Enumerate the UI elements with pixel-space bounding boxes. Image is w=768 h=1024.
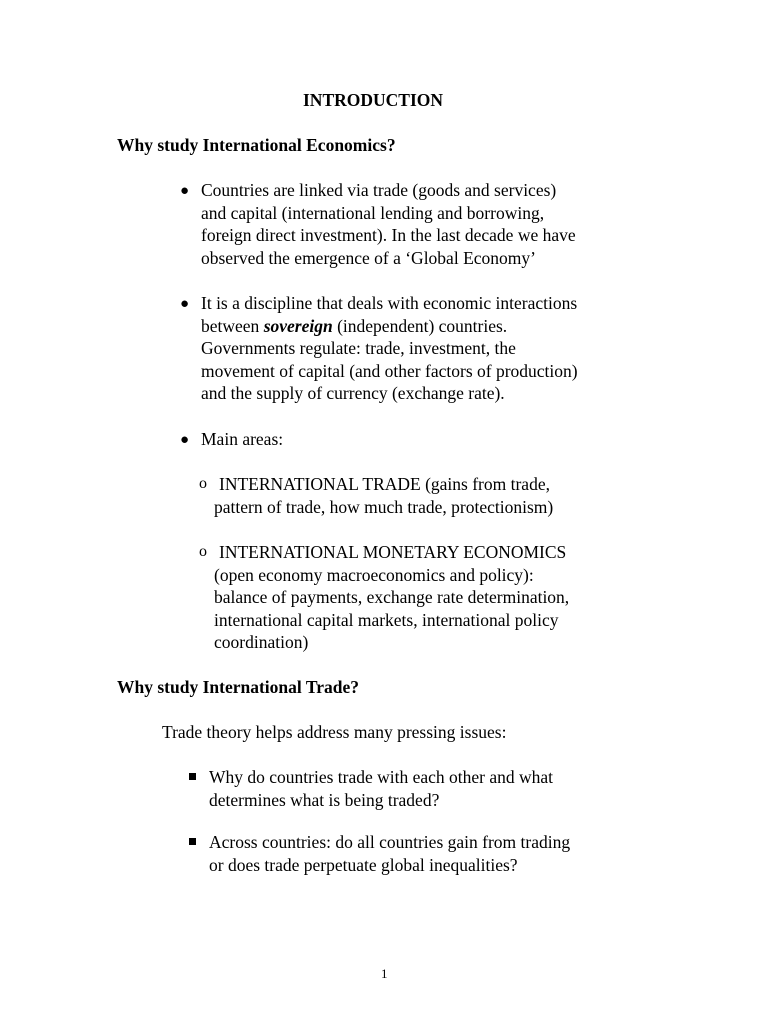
question-line: determines what is being traded?: [209, 789, 440, 810]
square-bullet-icon: [189, 838, 196, 845]
subarea-line: (open economy macroeconomics and policy):: [214, 564, 534, 585]
subarea-international-monetary: [214, 541, 570, 654]
bullet-item-linked-trade: [201, 179, 576, 269]
intro-paragraph: Trade theory helps address many pressing issues:: [162, 722, 507, 742]
bullet-line-with-emphasis: [201, 315, 578, 338]
question-across-countries: [209, 831, 570, 876]
page-number: 1: [381, 966, 388, 981]
text-segment: (independent) countries.: [332, 315, 508, 336]
bullet-line: and capital (international lending and borrowing,: [201, 202, 545, 223]
bullet-item-main-areas: [201, 428, 283, 451]
subarea-line: international capital markets, international policy: [214, 609, 559, 630]
section-heading-international-economics: Why study International Economics?: [117, 135, 396, 155]
subarea-line: INTERNATIONAL MONETARY ECONOMICS: [219, 542, 567, 562]
bullet-dot-icon: ●: [180, 432, 190, 448]
sub-bullet-marker-icon: o: [199, 475, 207, 492]
question-line: Across countries: do all countries gain from trading: [209, 832, 571, 852]
question-why-trade: [209, 766, 553, 811]
question-line: Why do countries trade with each other and what: [209, 767, 554, 787]
page-title: INTRODUCTION: [303, 90, 444, 110]
section-heading-international-trade: Why study International Trade?: [117, 677, 359, 697]
bullet-item-discipline: [201, 292, 578, 405]
bullet-line: It is a discipline that deals with economic interactions: [201, 293, 578, 313]
bullet-line: observed the emergence of a ‘Global Economy’: [201, 247, 536, 268]
bullet-line: foreign direct investment). In the last decade we have: [201, 225, 576, 246]
bullet-line: movement of capital (and other factors of production): [201, 360, 578, 381]
bullet-line: Governments regulate: trade, investment, the: [201, 338, 516, 359]
subarea-line: coordination): [214, 632, 309, 653]
sub-bullet-marker-icon: o: [199, 543, 207, 560]
emphasis-sovereign: sovereign: [263, 315, 333, 336]
subarea-line: INTERNATIONAL TRADE (gains from trade,: [219, 474, 550, 494]
question-line: or does trade perpetuate global inequalities?: [209, 854, 518, 875]
subarea-line: balance of payments, exchange rate determination,: [214, 587, 570, 608]
text-segment: between: [201, 315, 264, 336]
bullet-dot-icon: ●: [180, 296, 190, 312]
bullet-line: and the supply of currency (exchange rate).: [201, 383, 505, 404]
square-bullet-icon: [189, 773, 196, 780]
bullet-line: Main areas:: [201, 429, 284, 449]
bullet-line: Countries are linked via trade (goods and services): [201, 180, 557, 200]
subarea-international-trade: [214, 473, 554, 518]
subarea-line: pattern of trade, how much trade, protectionism): [214, 496, 554, 517]
bullet-dot-icon: ●: [180, 183, 190, 199]
